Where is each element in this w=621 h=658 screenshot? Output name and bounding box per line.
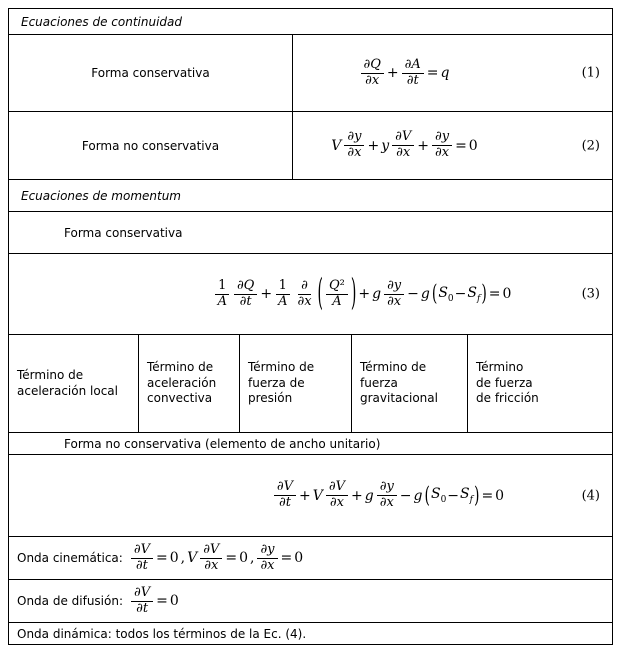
term-convective-acceleration xyxy=(138,335,239,432)
term-pressure-force xyxy=(239,335,351,432)
continuity-conservative-label: Forma conservativa xyxy=(91,66,210,80)
equation-1-number: (1) xyxy=(581,65,600,81)
equation-2-number: (2) xyxy=(581,138,600,153)
equations-table xyxy=(8,8,613,645)
row-equation-4 xyxy=(9,454,612,536)
equation-3-formula: $\frac{1}{A}$ $\frac{\partial Q}{\partial t}$ + $\frac{1}{A}$ $\frac{\partial}{\partial x}$ ( $\frac{\text{Q²}}{A}$ ) + g $\frac{\partial y}{\partial x}$ − g ( $S_0$ − $S_f$ ) = 0 xyxy=(213,279,513,309)
cell-continuity-non-conservative-label xyxy=(9,112,292,179)
term-label: Término de aceleración local xyxy=(17,367,118,398)
row-continuity-non-conservative xyxy=(9,111,612,179)
term-label: Término de fuerza gravitacional xyxy=(360,360,438,406)
diffusion-wave-label: Onda de difusión: xyxy=(17,594,124,608)
equation-3-number: (3) xyxy=(581,286,600,302)
row-momentum-conservative xyxy=(9,211,612,253)
term-label: Término de fuerza de presión xyxy=(248,360,315,406)
row-term-labels xyxy=(9,334,612,432)
equation-4-formula: $\frac{\partial V}{\partial t}$ + V $\frac{\partial V}{\partial x}$ + g $\frac{\partial y}{\partial x}$ − g ( $S_0$ − $S_f$ ) = 0 xyxy=(272,480,505,510)
row-momentum-non-conservative xyxy=(9,432,612,454)
momentum-conservative-label: Forma conservativa xyxy=(64,225,183,240)
momentum-section-title: Ecuaciones de momentum xyxy=(21,188,181,203)
cell-continuity-conservative-label xyxy=(9,35,292,111)
term-local-acceleration xyxy=(9,335,138,432)
dynamic-wave-label: Onda dinámica: todos los términos de la Ec. (4). xyxy=(17,626,307,641)
cell-equation-1 xyxy=(292,35,612,111)
term-label: Término de aceleración convectiva xyxy=(147,360,217,406)
term-friction-force xyxy=(467,335,612,432)
cell-equation-2 xyxy=(292,112,612,179)
equation-1-formula: $\frac{\partial Q}{\partial x}$ + $\frac{\partial A}{\partial t}$ = q xyxy=(359,58,451,88)
row-kinematic-wave xyxy=(9,536,612,579)
momentum-non-conservative-label: Forma no conservativa (elemento de ancho unitario) xyxy=(64,436,381,451)
row-diffusion-wave xyxy=(9,579,612,622)
term-label: Término de fuerza de fricción xyxy=(476,360,539,406)
row-continuity-header xyxy=(9,9,612,34)
row-continuity-conservative xyxy=(9,34,612,111)
row-dynamic-wave xyxy=(9,622,612,644)
equation-4-number: (4) xyxy=(581,488,600,503)
diffusion-wave-formula: $\frac{\partial V}{\partial t}$ = 0 xyxy=(129,586,180,616)
kinematic-wave-label: Onda cinemática: xyxy=(17,551,123,565)
term-gravitational-force xyxy=(351,335,467,432)
row-momentum-header xyxy=(9,179,612,211)
continuity-non-conservative-label: Forma no conservativa xyxy=(81,138,220,153)
row-equation-3 xyxy=(9,253,612,334)
continuity-section-title: Ecuaciones de continuidad xyxy=(21,14,182,29)
kinematic-wave-formula: $\frac{\partial V}{\partial t}$ = 0 , V $\frac{\partial V}{\partial x}$ = 0 , $\frac{\partial y}{\partial x}$ = 0 xyxy=(129,543,304,573)
equation-2-formula: V $\frac{\partial y}{\partial x}$ + y $\frac{\partial V}{\partial x}$ + $\frac{\partial y}{\partial x}$ = 0 xyxy=(331,129,478,160)
